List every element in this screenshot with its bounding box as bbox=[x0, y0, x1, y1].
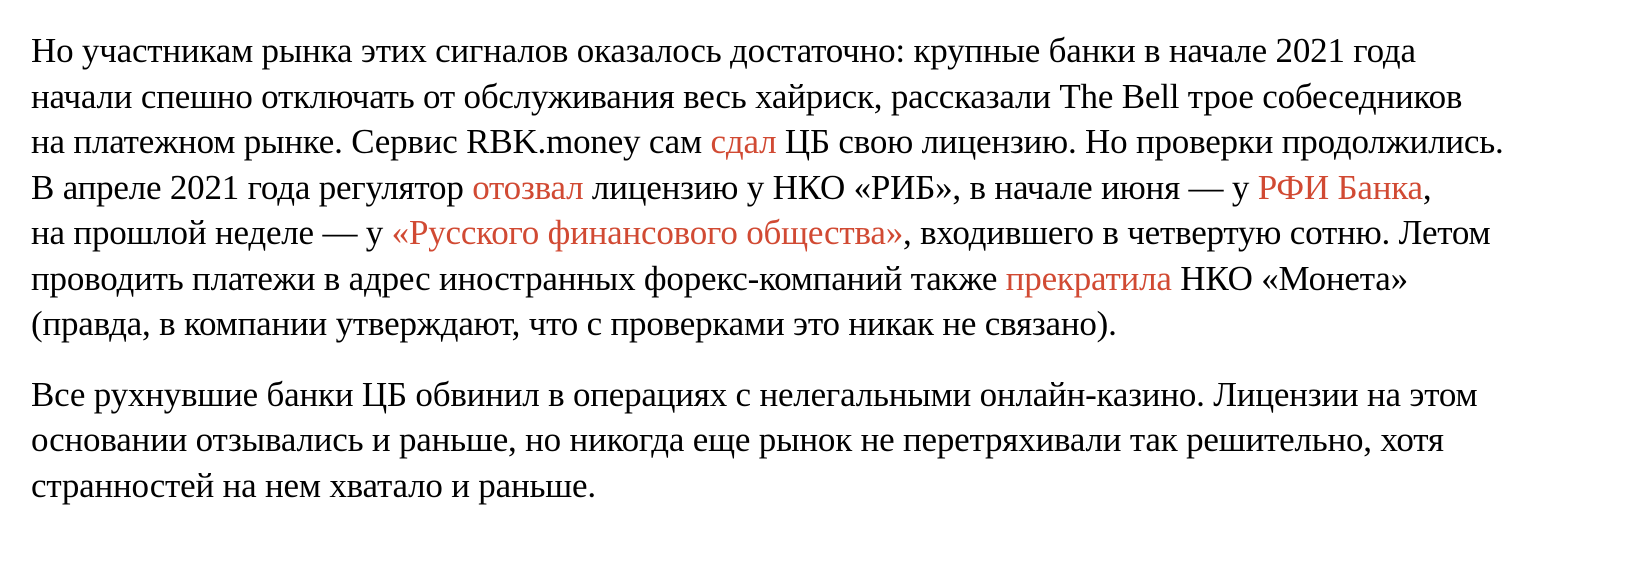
inline-link[interactable]: прекратила bbox=[1005, 258, 1172, 298]
text-run: основании отзывались и раньше, но никогда еще рынок не перетряхивали так решительно, хотя bbox=[31, 420, 1444, 459]
text-run: на платежном рынке. Сервис RBK.money сам bbox=[31, 122, 711, 161]
text-run: , входившего в четвертую сотню. Летом bbox=[903, 213, 1491, 252]
text-run: начали спешно отключать от обслуживания весь хайриск, рассказали The Bell трое собеседников bbox=[31, 76, 1463, 116]
text-line bbox=[31, 256, 1596, 302]
text-run: Но участникам рынка этих сигналов оказалось достаточно: крупные банки в начале 2021 года bbox=[31, 31, 1416, 70]
inline-link[interactable]: РФИ Банка bbox=[1257, 167, 1423, 207]
text-run: проводить платежи в адрес иностранных форекс-компаний также bbox=[31, 258, 1006, 298]
text-run: лицензию у НКО «РИБ», в начале июня — у bbox=[583, 167, 1258, 207]
text-run: Все рухнувшие банки ЦБ обвинил в операциях с нелегальными онлайн-казино. Лицензии на этом bbox=[31, 374, 1478, 414]
text-run: странностей на нем хватало и раньше. bbox=[31, 465, 596, 505]
text-run: на прошлой неделе — у bbox=[31, 213, 392, 252]
paragraph bbox=[31, 28, 1596, 347]
text-line bbox=[31, 372, 1596, 418]
text-line bbox=[31, 417, 1596, 463]
text-run: В апреле 2021 года регулятор bbox=[31, 167, 473, 207]
text-line bbox=[31, 28, 1596, 74]
inline-link[interactable]: «Русского финансового общества» bbox=[391, 213, 903, 252]
text-run: ЦБ свою лицензию. Но проверки продолжились. bbox=[776, 122, 1504, 161]
text-run: НКО «Монета» bbox=[1171, 258, 1408, 298]
text-line bbox=[31, 119, 1596, 165]
text-line bbox=[31, 74, 1596, 120]
text-run: (правда, в компании утверждают, что с проверками это никак не связано). bbox=[31, 304, 1117, 343]
inline-link[interactable]: сдал bbox=[710, 122, 777, 161]
paragraph bbox=[31, 372, 1596, 509]
text-line bbox=[31, 463, 1596, 509]
text-run: , bbox=[1422, 167, 1432, 207]
inline-link[interactable]: отозвал bbox=[472, 167, 584, 207]
text-line bbox=[31, 210, 1596, 256]
text-line bbox=[31, 301, 1596, 347]
text-line bbox=[31, 165, 1596, 211]
